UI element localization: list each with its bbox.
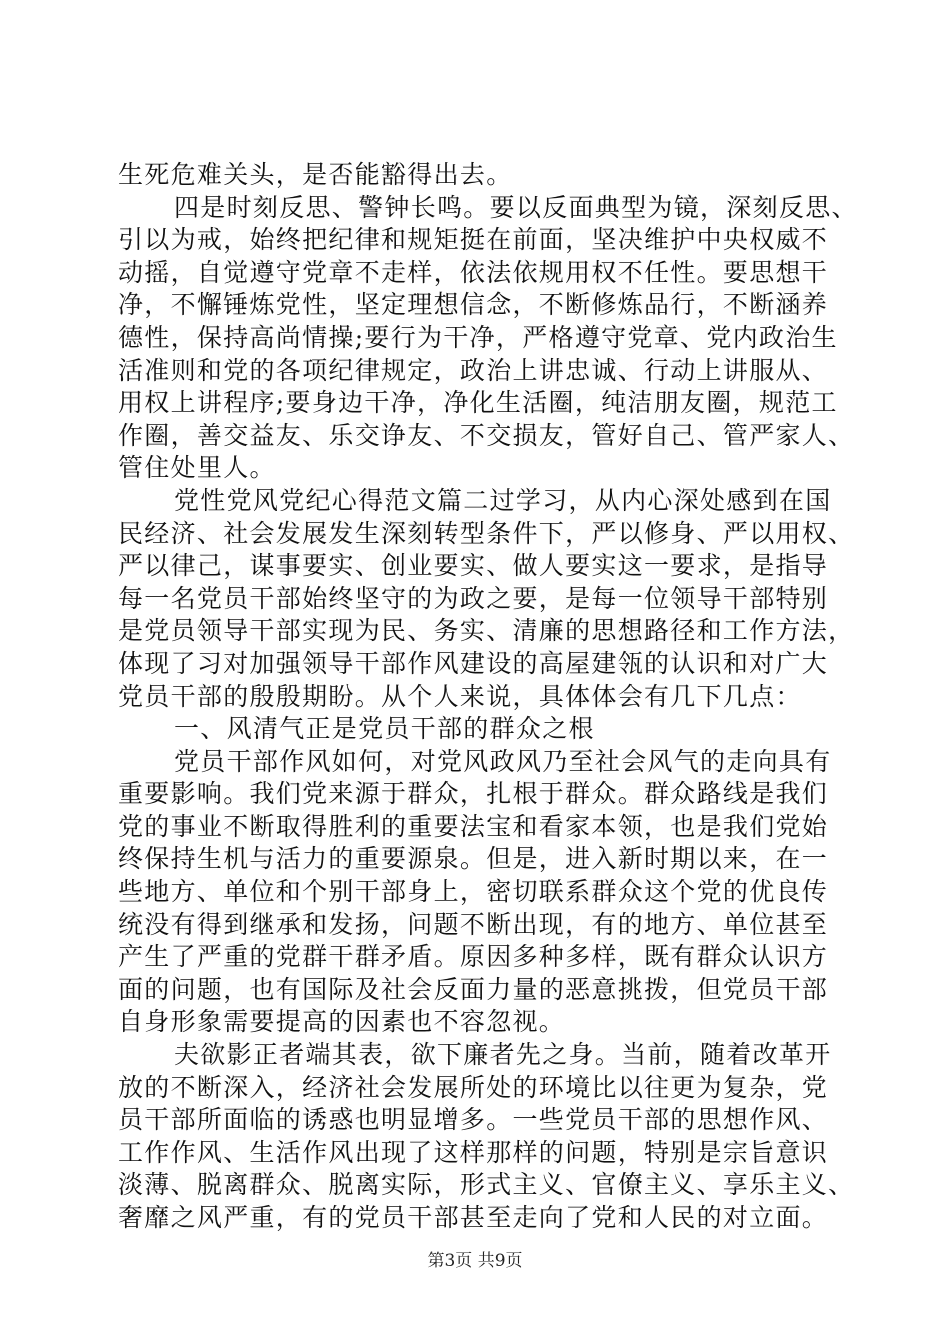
text-line: 净，不懈锤炼党性，坚定理想信念，不断修炼品行，不断涵养 (118, 290, 829, 320)
text-line: 作圈，善交益友、乐交诤友、不交损友，管好自己、管严家人、 (118, 420, 855, 450)
paragraph-start-line: 党性党风党纪心得范文篇二过学习，从内心深处感到在国 (174, 485, 832, 515)
text-line: 体现了习对加强领导干部作风建设的高屋建瓴的认识和对广大 (118, 648, 829, 678)
paragraph-start-line: 四是时刻反思、警钟长鸣。要以反面典型为镜，深刻反思、 (174, 192, 858, 222)
paragraph-start-line: 党员干部作风如何，对党风政风乃至社会风气的走向具有 (174, 746, 832, 776)
text-line: 党员干部的殷殷期盼。从个人来说，具体体会有几下几点： (118, 681, 802, 711)
text-line: 重要影响。我们党来源于群众，扎根于群众。群众路线是我们 (118, 779, 829, 809)
text-line: 统没有得到继承和发扬，问题不断出现，有的地方、单位甚至 (118, 909, 829, 939)
text-line: 员干部所面临的诱惑也明显增多。一些党员干部的思想作风、 (118, 1105, 829, 1135)
text-line: 生死危难关头，是否能豁得出去。 (118, 160, 513, 189)
text-line: 民经济、社会发展发生深刻转型条件下，严以修身、严以用权、 (118, 518, 855, 548)
text-line: 淡薄、脱离群众、脱离实际，形式主义、官僚主义、享乐主义、 (118, 1170, 855, 1200)
text-line: 动摇，自觉遵守党章不走样，依法依规用权不任性。要思想干 (118, 257, 829, 287)
text-line: 面的问题，也有国际及社会反面力量的恶意挑拨，但党员干部 (118, 974, 829, 1004)
text-line: 终保持生机与活力的重要源泉。但是，进入新时期以来，在一 (118, 844, 829, 874)
text-line: 用权上讲程序;要身边干净，净化生活圈，纯洁朋友圈，规范工 (118, 388, 838, 418)
document-body (118, 159, 858, 1235)
text-line: 德性，保持高尚情操;要行为干净，严格遵守党章、党内政治生 (118, 322, 838, 352)
text-line: 引以为戒，始终把纪律和规矩挺在前面，坚决维护中央权威不 (118, 225, 829, 255)
text-line: 些地方、单位和个别干部身上，密切联系群众这个党的优良传 (118, 877, 829, 907)
text-line: 活准则和党的各项纪律规定，政治上讲忠诚、行动上讲服从、 (118, 355, 829, 385)
text-line: 每一名党员干部始终坚守的为政之要，是每一位领导干部特别 (118, 583, 829, 613)
text-line: 放的不断深入，经济社会发展所处的环境比以往更为复杂，党 (118, 1072, 829, 1102)
text-line: 奢靡之风严重，有的党员干部甚至走向了党和人民的对立面。 (118, 1203, 829, 1232)
paragraph-start-line: 夫欲影正者端其表，欲下廉者先之身。当前，随着改革开 (174, 1040, 832, 1070)
page-number-footer: 第3页 共9页 (427, 1251, 523, 1271)
text-line: 管住处里人。 (118, 453, 276, 483)
text-line: 自身形象需要提高的因素也不容忽视。 (118, 1007, 566, 1037)
text-line: 党的事业不断取得胜利的重要法宝和看家本领，也是我们党始 (118, 811, 829, 841)
text-line: 工作作风、生活作风出现了这样那样的问题，特别是宗旨意识 (118, 1137, 829, 1167)
text-line: 产生了严重的党群干群矛盾。原因多种多样，既有群众认识方 (118, 942, 829, 972)
section-heading: 一、风清气正是党员干部的群众之根 (174, 714, 595, 744)
text-line: 严以律己，谋事要实、创业要实、做人要实这一要求，是指导 (118, 551, 829, 581)
text-line: 是党员领导干部实现为民、务实、清廉的思想路径和工作方法， (118, 616, 855, 646)
